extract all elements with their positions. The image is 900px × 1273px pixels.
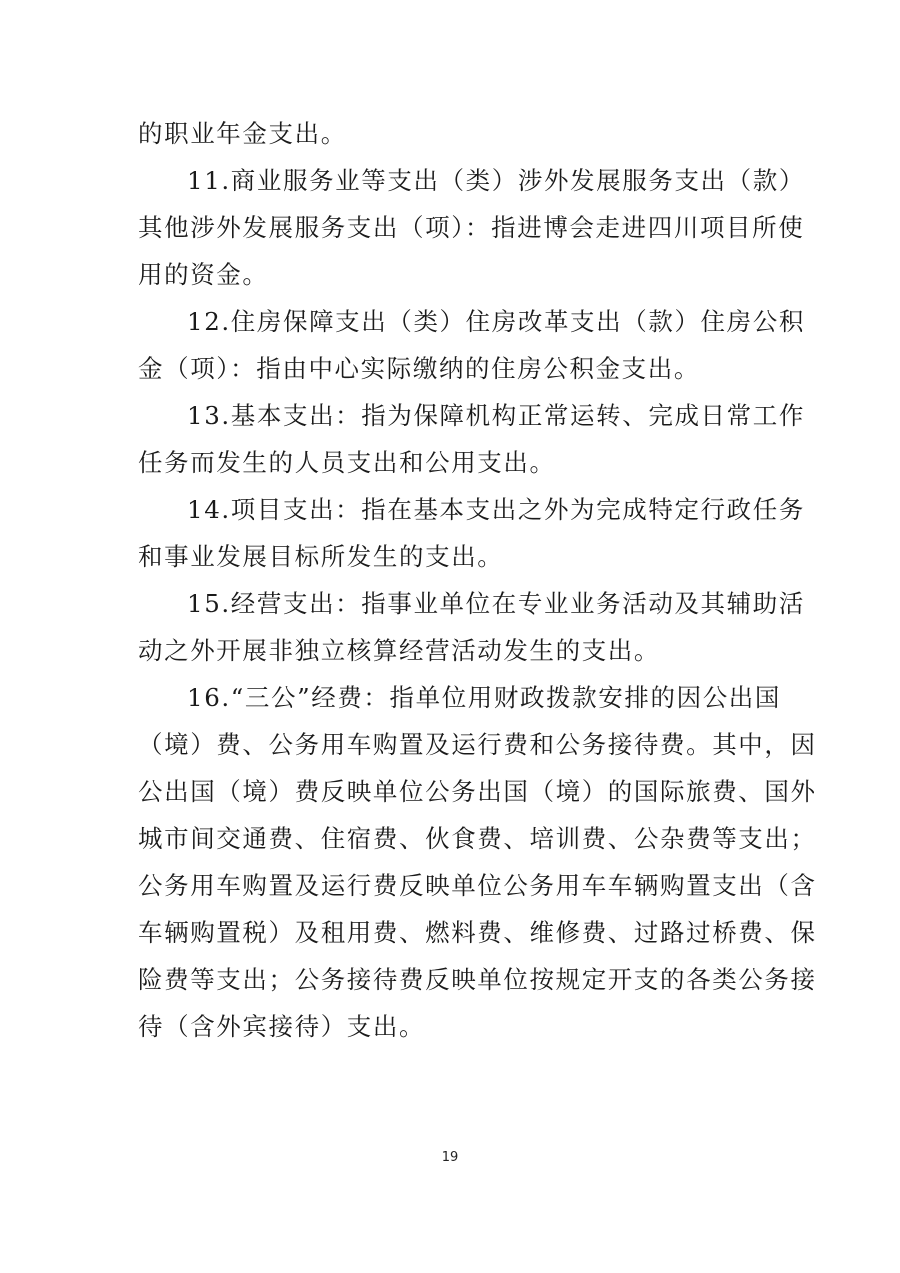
page-number: 19 bbox=[441, 1150, 459, 1165]
text-line: 其他涉外发展服务支出（项）：指进博会走进四川项目所使 bbox=[138, 213, 805, 242]
item-16-heading-line: 16.“三公”经费：指单位用财政拨款安排的因公出国 bbox=[187, 683, 782, 712]
item-15-heading-line: 15.经营支出：指事业单位在专业业务活动及其辅助活 bbox=[187, 589, 805, 618]
text-line: 险费等支出；公务接待费反映单位按规定开支的各类公务接 bbox=[138, 965, 817, 994]
text-line: 金（项）：指由中心实际缴纳的住房公积金支出。 bbox=[138, 354, 700, 383]
body-text bbox=[138, 110, 817, 1050]
text-line: （境）费、公务用车购置及运行费和公务接待费。其中，因 bbox=[138, 730, 817, 759]
text-line: 公出国（境）费反映单位公务出国（境）的国际旅费、国外 bbox=[138, 777, 817, 806]
text-line: 公务用车购置及运行费反映单位公务用车车辆购置支出（含 bbox=[138, 871, 817, 900]
text-line: 城市间交通费、住宿费、伙食费、培训费、公杂费等支出； bbox=[138, 824, 817, 853]
text-line: 待（含外宾接待）支出。 bbox=[138, 1012, 426, 1041]
text-line: 动之外开展非独立核算经营活动发生的支出。 bbox=[138, 636, 660, 665]
item-13-heading-line: 13.基本支出：指为保障机构正常运转、完成日常工作 bbox=[187, 401, 805, 430]
text-line: 用的资金。 bbox=[138, 260, 269, 289]
text-line: 和事业发展目标所发生的支出。 bbox=[138, 542, 504, 571]
text-line: 任务而发生的人员支出和公用支出。 bbox=[138, 448, 556, 477]
text-line: 的职业年金支出。 bbox=[138, 119, 347, 148]
item-14-heading-line: 14.项目支出：指在基本支出之外为完成特定行政任务 bbox=[187, 495, 805, 524]
item-11-heading-line: 11.商业服务业等支出（类）涉外发展服务支出（款） bbox=[187, 166, 805, 195]
item-12-heading-line: 12.住房保障支出（类）住房改革支出（款）住房公积 bbox=[187, 307, 805, 336]
text-line: 车辆购置税）及租用费、燃料费、维修费、过路过桥费、保 bbox=[138, 918, 817, 947]
